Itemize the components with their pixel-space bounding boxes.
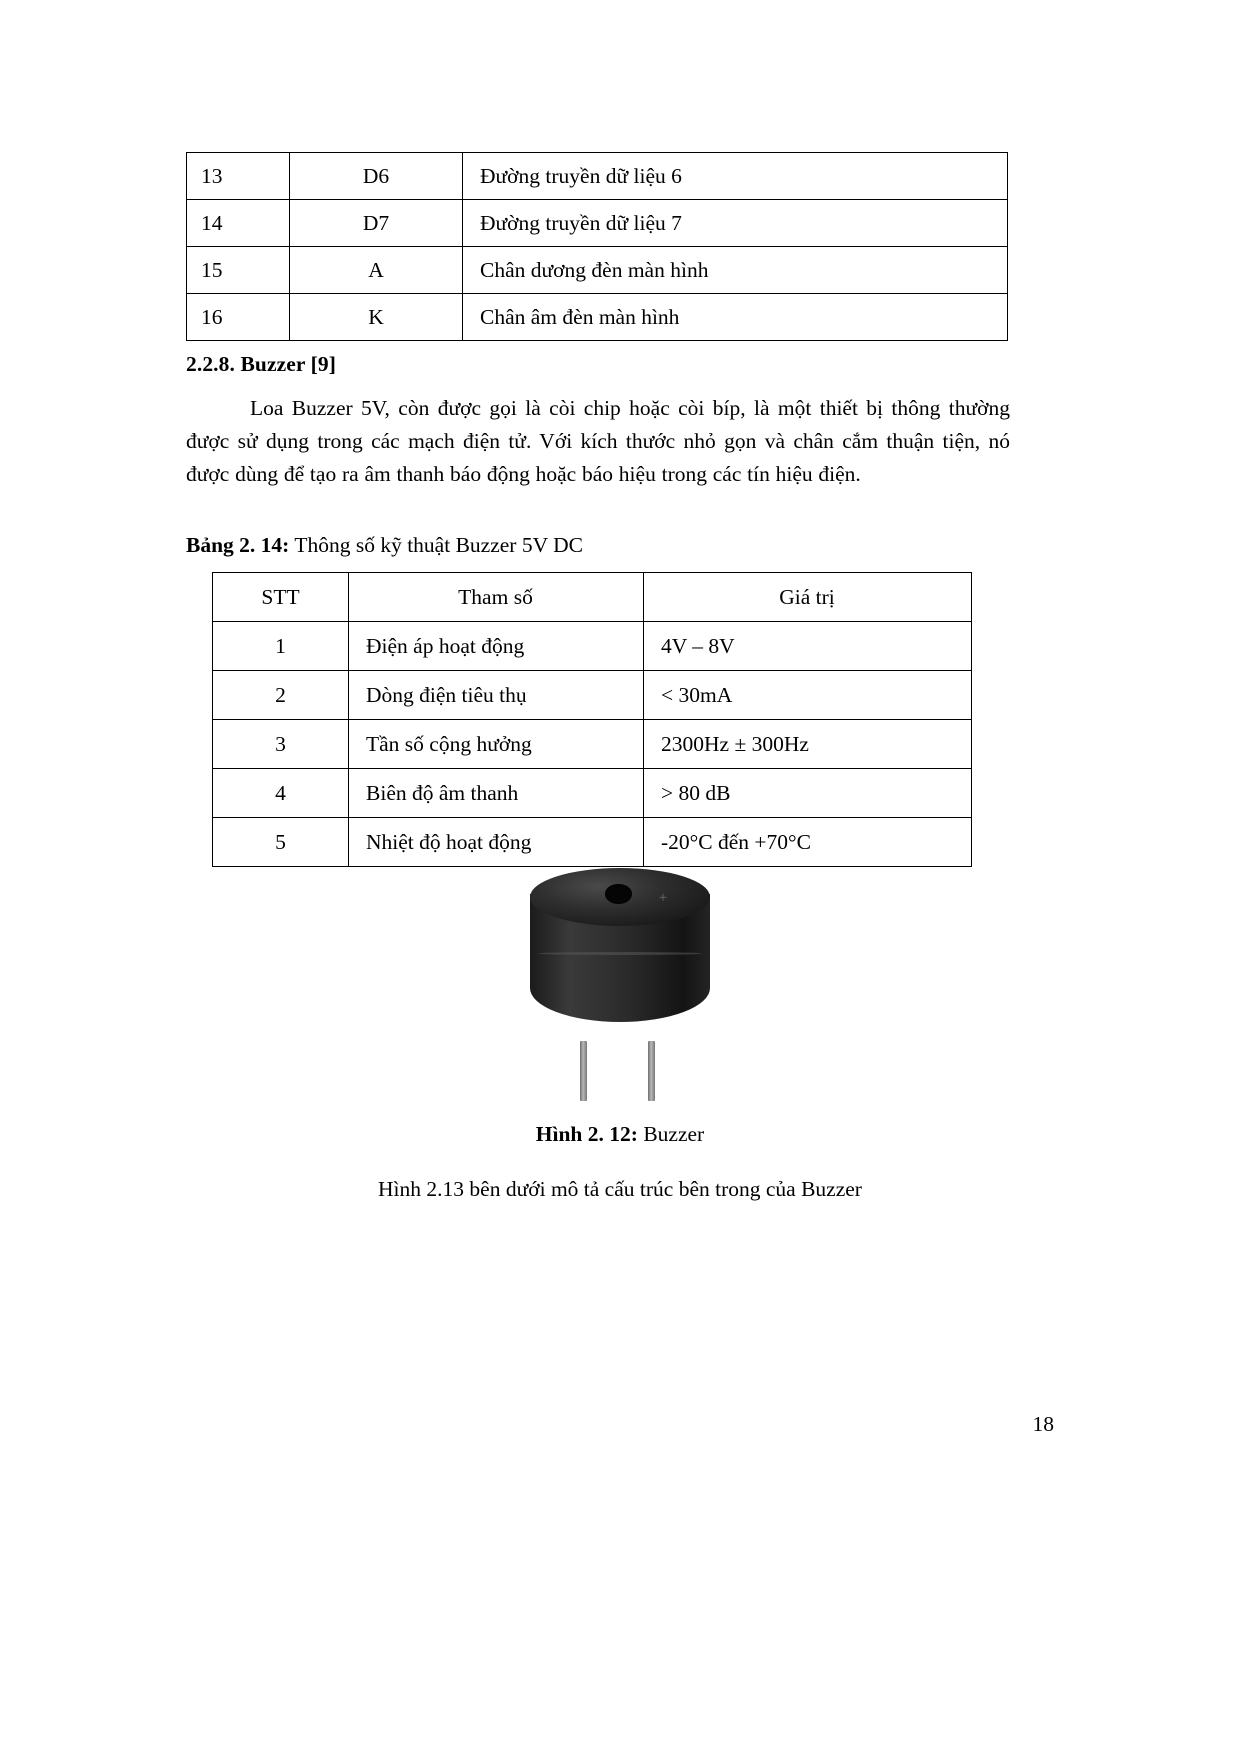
table-row xyxy=(187,247,1008,294)
pin-table xyxy=(186,152,1008,341)
spec-cell-param: Dòng điện tiêu thụ xyxy=(349,671,644,720)
figure-buzzer xyxy=(0,866,1240,1106)
table-header-row xyxy=(213,573,972,622)
buzzer-spec-table-head xyxy=(213,573,972,622)
section-paragraph: Loa Buzzer 5V, còn được gọi là còi chip hoặc còi bíp, là một thiết bị thông thường được sử dụng trong các mạch điện tử. Với kích thước nhỏ gọn và chân cắm thuận tiện, nó được dùng để tạo ra âm thanh báo động hoặc báo hiệu trong các tín hiệu điện. xyxy=(186,396,1010,486)
buzzer-spec-table-body xyxy=(213,622,972,867)
buzzer-polarity-plus-icon: + xyxy=(658,890,668,906)
after-figure-text: Hình 2.13 bên dưới mô tả cấu trúc bên trong của Buzzer xyxy=(378,1177,862,1201)
table-row xyxy=(213,622,972,671)
table-row xyxy=(213,720,972,769)
spec-cell-value: 2300Hz ± 300Hz xyxy=(644,720,972,769)
spec-cell-value: -20°C đến +70°C xyxy=(644,818,972,867)
buzzer-sound-hole-icon xyxy=(605,884,632,904)
table-row xyxy=(213,769,972,818)
spec-cell-value: > 80 dB xyxy=(644,769,972,818)
table-caption xyxy=(186,533,583,558)
spec-header-param: Tham số xyxy=(349,573,644,622)
pin-table-cell-desc: Đường truyền dữ liệu 7 xyxy=(463,200,1008,247)
spec-cell-param: Nhiệt độ hoạt động xyxy=(349,818,644,867)
pin-table-cell-pin: A xyxy=(290,247,463,294)
spec-cell-stt: 1 xyxy=(213,622,349,671)
pin-table-cell-pin: D6 xyxy=(290,153,463,200)
buzzer-component-image xyxy=(527,866,713,1101)
spec-cell-stt: 2 xyxy=(213,671,349,720)
spec-cell-param: Tần số cộng hưởng xyxy=(349,720,644,769)
section-heading: 2.2.8. Buzzer [9] xyxy=(186,352,336,376)
spec-cell-stt: 5 xyxy=(213,818,349,867)
figure-caption-label: Hình 2. 12: xyxy=(535,1122,638,1146)
table-row xyxy=(187,294,1008,341)
spec-cell-param: Biên độ âm thanh xyxy=(349,769,644,818)
table-row xyxy=(213,671,972,720)
table-caption-label: Bảng 2. 14: xyxy=(186,533,290,557)
figure-caption xyxy=(0,1122,1240,1147)
pin-table-cell-desc: Đường truyền dữ liệu 6 xyxy=(463,153,1008,200)
spec-header-value: Giá trị xyxy=(644,573,972,622)
buzzer-pin-left xyxy=(580,1041,587,1101)
pin-table-cell-pin: D7 xyxy=(290,200,463,247)
table-caption-text: Thông số kỹ thuật Buzzer 5V DC xyxy=(289,533,583,557)
pin-table-cell-stt: 14 xyxy=(187,200,290,247)
table-row xyxy=(213,818,972,867)
pin-table-cell-stt: 13 xyxy=(187,153,290,200)
buzzer-pin-right xyxy=(648,1041,655,1101)
page-number: 18 xyxy=(1032,1412,1054,1436)
table-row xyxy=(187,200,1008,247)
spec-cell-stt: 4 xyxy=(213,769,349,818)
spec-cell-param: Điện áp hoạt động xyxy=(349,622,644,671)
buzzer-spec-table xyxy=(212,572,972,867)
spec-cell-stt: 3 xyxy=(213,720,349,769)
spec-cell-value: < 30mA xyxy=(644,671,972,720)
table-row xyxy=(187,153,1008,200)
pin-table-cell-desc: Chân dương đèn màn hình xyxy=(463,247,1008,294)
spec-cell-value: 4V – 8V xyxy=(644,622,972,671)
figure-caption-text: Buzzer xyxy=(637,1122,705,1146)
pin-table-body xyxy=(187,153,1008,341)
pin-table-cell-stt: 16 xyxy=(187,294,290,341)
pin-table-cell-stt: 15 xyxy=(187,247,290,294)
pin-table-cell-desc: Chân âm đèn màn hình xyxy=(463,294,1008,341)
spec-header-stt: STT xyxy=(213,573,349,622)
pin-table-cell-pin: K xyxy=(290,294,463,341)
